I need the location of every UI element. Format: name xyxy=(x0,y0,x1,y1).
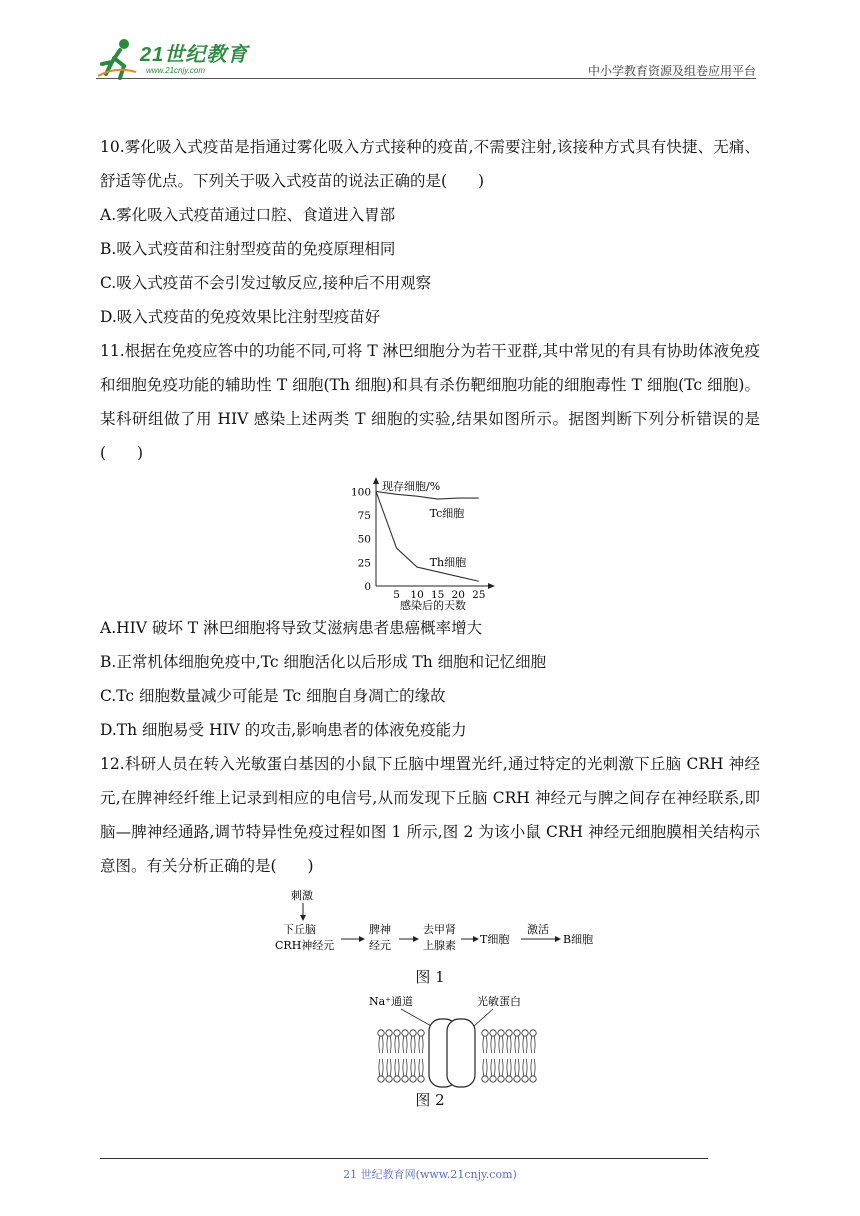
header-divider xyxy=(96,78,756,79)
lipid-tail xyxy=(507,1036,511,1053)
lipid-head xyxy=(378,1076,384,1082)
stimulus-label: 刺激 xyxy=(291,889,313,902)
lipid-head xyxy=(530,1030,536,1036)
lipid-head xyxy=(498,1076,504,1082)
x-tick-label: 15 xyxy=(430,589,445,601)
node-t-cell: T细胞 xyxy=(480,933,510,946)
lipid-head xyxy=(482,1030,488,1036)
lipid-head xyxy=(522,1030,528,1036)
brain-spleen-pathway-diagram xyxy=(275,887,615,965)
membrane-structure-diagram xyxy=(365,993,545,1088)
footer-text[interactable]: 21 世纪教育网(www.21cnjy.com) xyxy=(343,1168,517,1181)
node-b-cell: B细胞 xyxy=(563,933,594,946)
lipid-head xyxy=(410,1076,416,1082)
x-tick-label: 25 xyxy=(472,589,486,601)
lipid-head xyxy=(394,1076,400,1082)
q10-option-b: B.吸入式疫苗和注射型疫苗的免疫原理相同 xyxy=(100,240,396,258)
lipid-head xyxy=(378,1030,384,1036)
lipid-tail xyxy=(379,1059,383,1076)
node-spleen-nerve-2: 经元 xyxy=(369,939,391,952)
lipid-tail xyxy=(523,1036,527,1053)
q10-option-c: C.吸入式疫苗不会引发过敏反应,接种后不用观察 xyxy=(100,274,432,292)
lipid-tail xyxy=(483,1059,487,1076)
lipid-head xyxy=(402,1030,408,1036)
lipid-tail xyxy=(387,1059,391,1076)
lipid-head xyxy=(506,1076,512,1082)
series-label: Tc细胞 xyxy=(429,507,465,521)
y-axis-label: 现存细胞/% xyxy=(382,480,441,493)
lipid-head xyxy=(394,1030,400,1036)
lipid-head xyxy=(514,1076,520,1082)
lipid-tail xyxy=(419,1036,423,1053)
y-axis-arrow xyxy=(373,477,379,484)
x-axis-label: 感染后的天数 xyxy=(400,599,466,611)
figure-1-caption: 图 1 xyxy=(415,968,445,986)
site-logo xyxy=(96,36,271,80)
y-tick-label: 100 xyxy=(350,486,371,499)
x-tick-label: 20 xyxy=(451,589,465,601)
pathway-svg xyxy=(275,887,615,965)
node-norepinephrine-2: 上腺素 xyxy=(423,939,456,952)
lipid-tail xyxy=(403,1036,407,1053)
footer-divider xyxy=(100,1158,708,1159)
lipid-tail xyxy=(499,1059,503,1076)
q11-option-c: C.Tc 细胞数量减少可能是 Tc 细胞自身凋亡的缘故 xyxy=(100,687,446,705)
lipid-head xyxy=(490,1030,496,1036)
x-axis-arrow xyxy=(488,583,495,589)
lipid-tail xyxy=(483,1036,487,1053)
lipid-head xyxy=(386,1076,392,1082)
question-12-stem: 12.科研人员在转入光敏蛋白基因的小鼠下丘脑中埋置光纤,通过特定的光刺激下丘脑 CRH 神经元,在脾神经纤维上记录到相应的电信号,从而发现下丘脑 CRH 神经元与脾之间存在神经联系,即脑—脾神经通路,调节特异性免疫过程如图 1 所示,图 2 为该小鼠 CRH 神经元细胞膜相关结构示意图。有关分析正确的是( ) xyxy=(100,755,760,875)
figure-2-caption: 图 2 xyxy=(415,1091,445,1109)
lipid-tail xyxy=(531,1036,535,1053)
question-content xyxy=(100,130,760,1112)
x-tick-label: 5 xyxy=(393,589,400,601)
q11-option-b: B.正常机体细胞免疫中,Tc 细胞活化以后形成 Th 细胞和记忆细胞 xyxy=(100,653,547,671)
lipid-tail xyxy=(507,1059,511,1076)
lipid-head xyxy=(506,1030,512,1036)
na-channel-label: Na⁺通道 xyxy=(369,995,413,1008)
node-hypothalamus-2: CRH神经元 xyxy=(275,939,335,952)
q10-option-d: D.吸入式疫苗的免疫效果比注射型疫苗好 xyxy=(100,308,381,326)
x-tick-label: 10 xyxy=(410,589,424,601)
lipid-head xyxy=(386,1030,392,1036)
lipid-tail xyxy=(531,1059,535,1076)
node-hypothalamus-1: 下丘脑 xyxy=(283,923,316,936)
lipid-tail xyxy=(395,1059,399,1076)
lipid-head xyxy=(482,1076,488,1082)
lipid-tail xyxy=(411,1059,415,1076)
lipid-head xyxy=(498,1030,504,1036)
logo-text: 21世纪教育 xyxy=(140,44,249,66)
question-11-stem: 11.根据在免疫应答中的功能不同,可将 T 淋巴细胞分为若干亚群,其中常见的有具有协助体液免疫和细胞免疫功能的辅助性 T 细胞(Th 细胞)和具有杀伤靶细胞功能的细胞毒性 T 细胞(Tc 细胞)。某科研组做了用 HIV 感染上述两类 T 细胞的实验,结果如图所示。据图判断下列分析错误的是( ) xyxy=(100,342,760,462)
q10-option-a: A.雾化吸入式疫苗通过口腔、食道进入胃部 xyxy=(100,206,396,224)
header-slogan: 中小学教育资源及组卷应用平台 xyxy=(587,64,756,78)
lipid-tail xyxy=(419,1059,423,1076)
series-label: Th细胞 xyxy=(429,555,467,569)
lipid-tail xyxy=(379,1036,383,1053)
lipid-tail xyxy=(411,1036,415,1053)
lipid-head xyxy=(490,1076,496,1082)
lipid-tail xyxy=(491,1036,495,1053)
photosensitive-protein xyxy=(447,1019,475,1087)
tcell-survival-chart xyxy=(350,476,610,611)
lipid-tail xyxy=(523,1059,527,1076)
lipid-head xyxy=(418,1076,424,1082)
y-tick-label: 0 xyxy=(364,581,371,593)
lipid-head xyxy=(530,1076,536,1082)
page-header xyxy=(96,32,756,80)
q11-option-d: D.Th 细胞易受 HIV 的攻击,影响患者的体液免疫能力 xyxy=(100,721,467,739)
lipid-tail xyxy=(515,1059,519,1076)
lipid-tail xyxy=(491,1059,495,1076)
activate-label: 激活 xyxy=(527,923,549,936)
question-10-stem: 10.雾化吸入式疫苗是指通过雾化吸入方式接种的疫苗,不需要注射,该接种方式具有快捷、无痛、舒适等优点。下列关于吸入式疫苗的说法正确的是( ) xyxy=(100,138,760,190)
lipid-head xyxy=(418,1030,424,1036)
photosensitive-protein-label: 光敏蛋白 xyxy=(477,995,521,1008)
lipid-head xyxy=(402,1076,408,1082)
lipid-head xyxy=(410,1030,416,1036)
lipid-tail xyxy=(387,1036,391,1053)
q11-option-a: A.HIV 破坏 T 淋巴细胞将导致艾滋病患者患癌概率增大 xyxy=(100,619,483,637)
lipid-tail xyxy=(499,1036,503,1053)
lipid-tail xyxy=(515,1036,519,1053)
runner-icon xyxy=(96,36,140,80)
y-tick-label: 75 xyxy=(357,510,371,523)
lipid-head xyxy=(514,1030,520,1036)
node-norepinephrine-1: 去甲肾 xyxy=(423,923,456,936)
y-tick-label: 50 xyxy=(357,533,371,546)
membrane-svg xyxy=(365,993,545,1088)
lipid-head xyxy=(522,1076,528,1082)
y-tick-label: 25 xyxy=(357,557,371,570)
lipid-tail xyxy=(403,1059,407,1076)
logo-url: www.21cnjy.com xyxy=(146,66,205,75)
lipid-tail xyxy=(395,1036,399,1053)
chart-svg xyxy=(350,476,610,611)
node-spleen-nerve-1: 脾神 xyxy=(369,923,391,936)
